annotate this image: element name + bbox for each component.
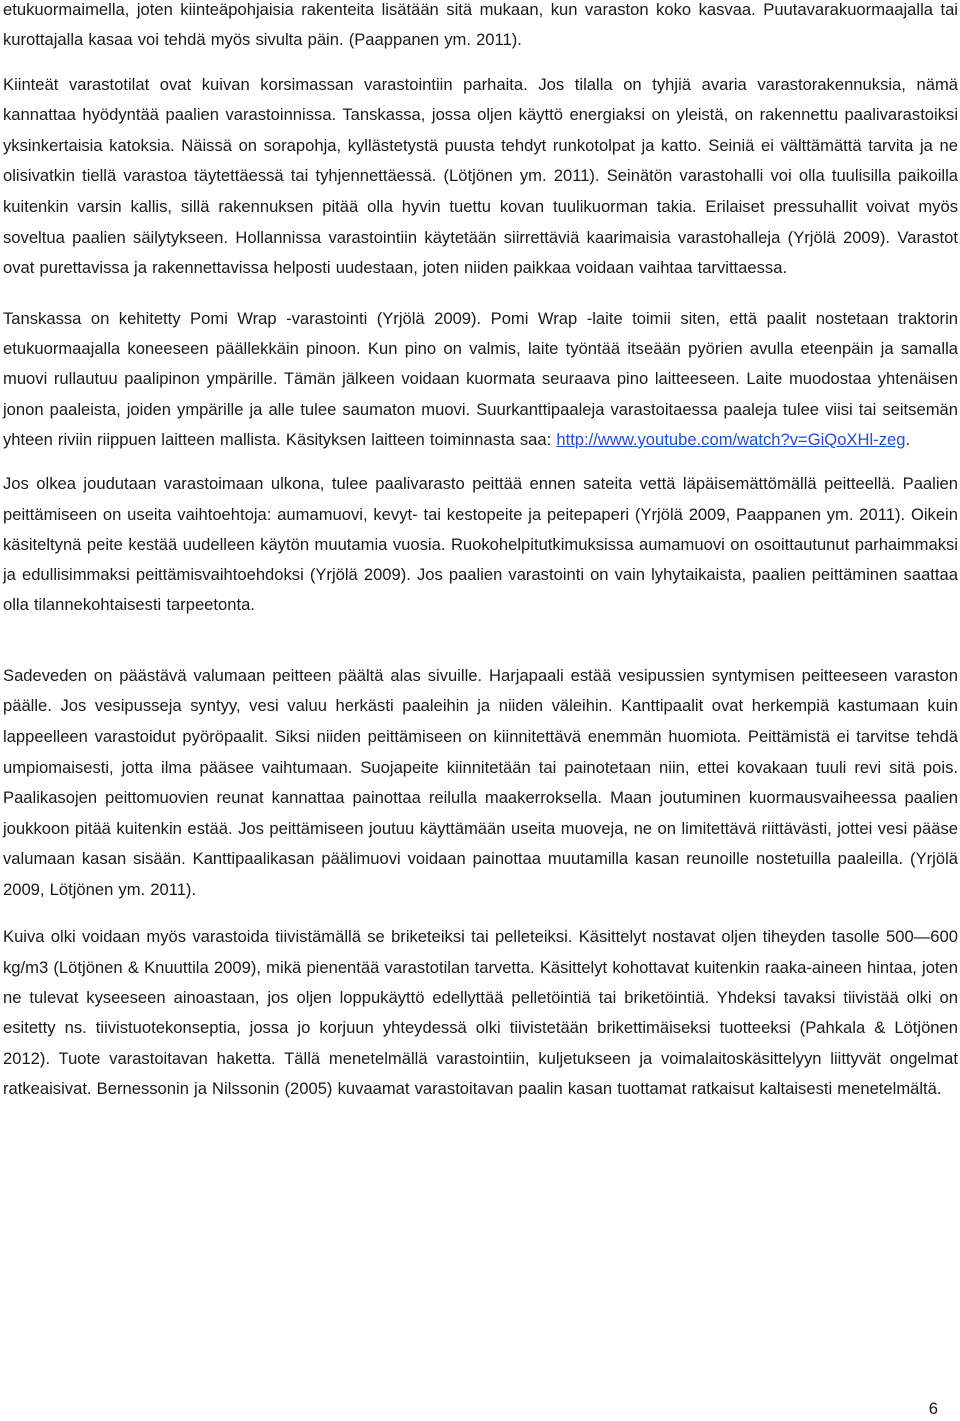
paragraph-text: Bernessonin ja Nilssonin (2005) kuvaamat varastoitavan paalin kasan tuottamat ratkaisut kaltaisesti menetelmältä.	[96, 1078, 942, 1098]
paragraph-text: Maan joutuminen kuormausvaiheessa paalien joukkoon pitää kuitenkin estää.	[3, 788, 958, 838]
paragraph-text: Paalikasojen peittomuovien reunat kannattaa painottaa reilulla maakerroksella.	[3, 788, 602, 808]
paragraph-text: Siksi niiden peittämiseen on kiinnitettävä enemmän huomiota.	[274, 726, 742, 746]
paragraph-text: Pomi Wrap -laite toimii siten, että paalit nostetaan traktorin etukuormaajalla koneeseen päällekkäin pinoon.	[3, 308, 958, 359]
link-trailing-period: .	[905, 429, 911, 449]
paragraph-text: Kiinteät varastotilat ovat kuivan korsimassan varastointiin parhaita.	[3, 74, 528, 94]
paragraph-text: Jos vesipusseja syntyy, vesi valuu herkästi paaleihin ja niiden väleihin.	[60, 696, 613, 716]
paragraph-text: Seiniä ei välttämättä tarvita ja ne olisivatkin tiellä varastoa täytettäessä tai tyhjennettäessä. (Lötjönen ym. 2011).	[3, 135, 958, 186]
youtube-video-link[interactable]: http://www.youtube.com/watch?v=GiQoXHl-zeg	[556, 429, 906, 449]
paragraph-text: Sadeveden on päästävä valumaan peitteen päältä alas sivuille.	[3, 665, 483, 685]
paragraph-text: Puutavarakuormaajalla tai kurottajalla kasaa voi tehdä myös sivulta päin. (Paappanen ym. 2011).	[3, 0, 958, 50]
paragraph-text: Käsittelyt kohottavat kuitenkin raaka-aineen hintaa, joten ne tulevat kyseeseen ainoastaan, jos oljen loppukäyttö edellyttää pelletöintiä tai briketöintiä.	[3, 957, 958, 1008]
paragraph-text: Tämän jälkeen voidaan kuormata seuraava pino laitteeseen.	[283, 369, 740, 389]
paragraph-text: Oikein käsiteltynä peite kestää uudelleen käytön muutamia vuosia.	[3, 504, 958, 554]
paragraph-text: Kanttipaalit ovat herkempiä kastumaan kuin lappeelleen varastoidut pyöröpaalit.	[3, 696, 958, 746]
paragraph-text: Jos peittämiseen joutuu käyttämään useita muoveja, ne on limitettävä riittävästi, jottei vesi pääse valumaan kasan sisään.	[3, 818, 958, 869]
paragraph-text: etukuormaimella, joten kiinteäpohjaisia rakenteita lisätään sitä mukaan, kun varaston koko kasvaa.	[3, 0, 756, 19]
paragraph	[3, 922, 958, 1104]
paragraph-text: Paalien peittämiseen on useita vaihtoehtoja: aumamuovi, kevyt- tai kestopeite ja peitepaperi (Yrjölä 2009, Paappanen ym. 2011).	[3, 474, 958, 524]
paragraph	[3, 469, 958, 620]
paragraph-text: Käsittelyt nostavat oljen tiheyden tasolle 500—600 kg/m3 (Lötjönen & Knuuttila 2009), mikä pienentää varastotilan tarvetta.	[3, 927, 958, 977]
paragraph-text: Kun pino on valmis, laite työntää itseään pyörien avulla eteenpäin ja samalla muovi rullautuu paalipinon ympärille.	[3, 339, 958, 389]
paragraph-text: Tanskassa, jossa oljen käyttö energiaksi on yleistä, on rakennettu paalivarastoiksi yksinkertaisia katoksia.	[3, 105, 959, 155]
paragraph-text: Suurkanttipaaleja varastoitaessa paaleja tulee viisi tai seitsemän yhteen riviin riippuen laitteen mallista.	[3, 399, 958, 449]
paragraph-text: Jos olkea joudutaan varastoimaan ulkona, tulee paalivarasto peittää ennen sateita vettä läpäisemättömällä peitteellä.	[3, 474, 896, 494]
paragraph-text: Hollannissa varastointiin käytetään siirrettäviä kaarimaisia varastohalleja (Yrjölä 2009).	[235, 227, 891, 247]
paragraph-text: Peittämistä ei tarvitse tehdä umpiomaisesti, jotta ilma pääsee vaihtumaan.	[3, 726, 958, 777]
paragraph-text: Käsityksen laitteen toiminnasta saa:	[285, 429, 552, 449]
paragraph-text: Näissä on sorapohja, kyllästetystä puusta tehdyt runkotolpat ja katto.	[181, 135, 702, 155]
paragraph	[3, 304, 958, 455]
paragraph	[3, 70, 958, 284]
document-page	[3, 0, 958, 1104]
paragraph-text: Tanskassa on kehitetty Pomi Wrap -varastointi (Yrjölä 2009).	[3, 308, 482, 328]
paragraph-text: Kuiva olki voidaan myös varastoida tiivistämällä se briketeiksi tai pelleteiksi.	[3, 927, 573, 947]
paragraph	[3, 0, 958, 56]
paragraph-text: Seinätön varastohalli voi olla tuulisilla paikoilla kuitenkin varsin kallis, sillä rakennuksen pitää olla hyvin tuettu kovan tuulikuorman takia.	[3, 166, 958, 216]
paragraph	[3, 661, 958, 906]
paragraph-text: Harjapaali estää vesipussien syntymisen peitteeseen varaston päälle.	[3, 665, 958, 716]
paragraph-text: Varastot ovat purettavissa ja rakennettavissa helposti uudestaan, joten niiden paikkaa voidaan vaihtaa tarvittaessa.	[3, 227, 958, 278]
paragraph-text: Jos tilalla on tyhjiä avaria varastorakennuksia, nämä kannattaa hyödyntää paalien varastoinnissa.	[3, 74, 958, 125]
paragraph-text: Erilaiset pressuhallit voivat myös soveltua paalien säilytykseen.	[3, 196, 958, 247]
paragraph-text: Yhdeksi tavaksi tiivistää olki on esitetty ns. tiivistuotekonseptia, jossa jo korjuun yhteydessä olki tiivistetään brikettimäiseksi tuotteeksi (Pahkala & Lötjönen 2012).	[3, 988, 958, 1068]
paragraph-text: Suojapeite kiinnitetään tai painotetaan niin, ettei kovakaan tuuli revi sitä pois.	[360, 757, 958, 777]
paragraph-text: Laite muodostaa yhtenäisen jonon paaleista, joiden ympärille ja alle tulee saumaton muovi.	[3, 369, 958, 419]
paragraph-text: Kanttipaalikasan päälimuovi voidaan painottaa muutamilla kasan reunoille nostetuilla paaleilla. (Yrjölä 2009, Lötjönen ym. 2011).	[3, 849, 958, 899]
paragraph-text: Tuote varastoitavan haketta.	[58, 1048, 276, 1068]
paragraph-text: Tällä menetelmällä varastointiin, kuljetukseen ja voimalaitoskäsittelyyn liittyvät ongelmat ratkeaisivat.	[3, 1048, 959, 1098]
paragraph-text: Jos paalien varastointi on vain lyhytaikaista, paalien peittäminen saattaa olla tilannekohtaisesti tarpeetonta.	[3, 565, 958, 615]
page-number: 6	[928, 1399, 938, 1418]
paragraph-text: Ruokohelpitutkimuksissa aumamuovi on osoittautunut parhaimmaksi ja edullisimmaksi peittämisvaihtoehdoksi (Yrjölä 2009).	[3, 534, 958, 585]
